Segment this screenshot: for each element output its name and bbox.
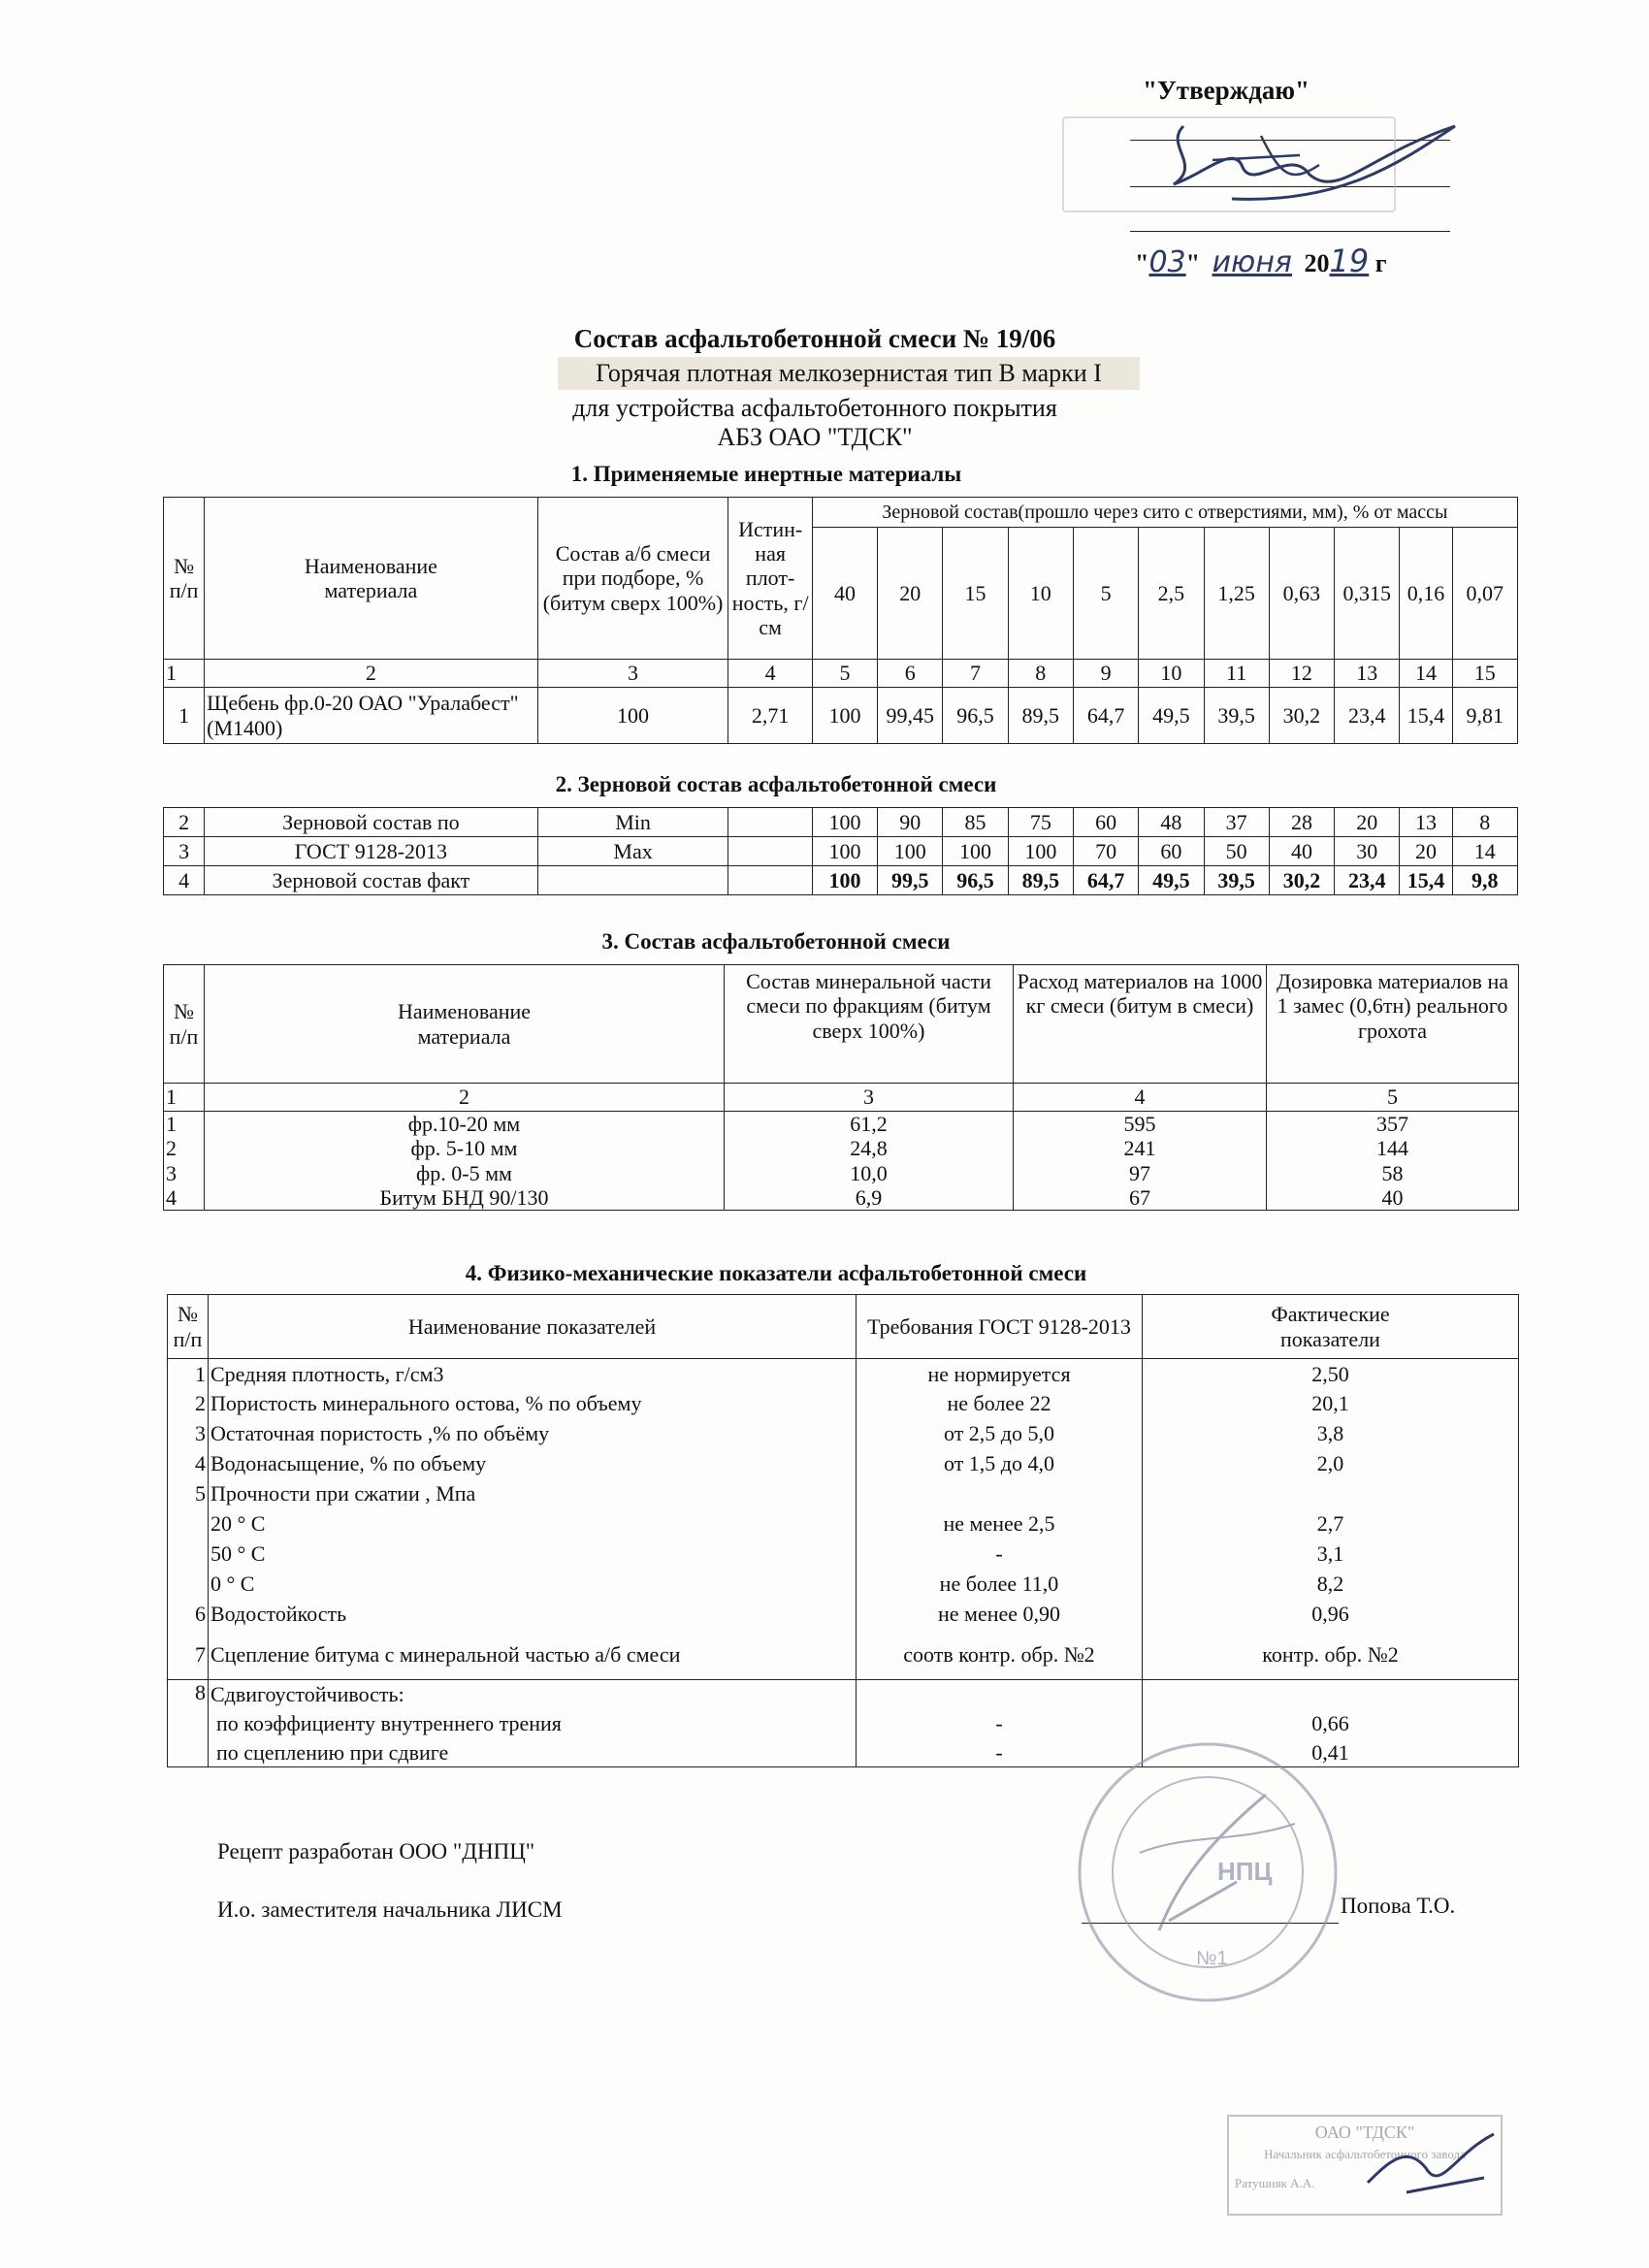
table-row bbox=[168, 1389, 1519, 1419]
col-num: 2 bbox=[205, 660, 537, 688]
grain-value: 23,4 bbox=[1335, 688, 1400, 744]
row-name: Пористость минерального остова, % по объему bbox=[209, 1389, 857, 1419]
row-c4: 67 bbox=[1014, 1185, 1267, 1211]
row-fact: 3,1 bbox=[1143, 1539, 1519, 1570]
grain-value: 39,5 bbox=[1204, 866, 1269, 895]
row-num: 3 bbox=[164, 1161, 205, 1185]
grain-value: 60 bbox=[1073, 808, 1138, 837]
table-row bbox=[164, 1161, 1519, 1185]
col-num: 15 bbox=[1452, 660, 1517, 688]
h-num: № п/п bbox=[164, 498, 205, 660]
sieve-size: 0,07 bbox=[1452, 528, 1517, 660]
table-row bbox=[168, 1539, 1519, 1570]
row-kind bbox=[537, 866, 728, 895]
sieve-size: 10 bbox=[1008, 528, 1073, 660]
table-row bbox=[168, 1419, 1519, 1449]
grain-value: 100 bbox=[878, 837, 943, 866]
sieve-size: 1,25 bbox=[1204, 528, 1269, 660]
row-num: 4 bbox=[168, 1449, 209, 1479]
empty-cell bbox=[728, 808, 812, 837]
table-row bbox=[168, 1630, 1519, 1680]
h-name: Наименование показателей bbox=[209, 1295, 857, 1359]
physical-properties-table bbox=[167, 1294, 1519, 1767]
row-fact: 2,7 bbox=[1143, 1509, 1519, 1539]
row-num: 1 bbox=[164, 688, 205, 744]
section-3-title: 3. Состав асфальтобетонной смеси bbox=[601, 929, 951, 954]
doc-plant: АБЗ ОАО "ТДСК" bbox=[717, 423, 913, 451]
row-num: 6 bbox=[168, 1600, 209, 1630]
grain-composition-table bbox=[163, 807, 1518, 895]
grain-value: 39,5 bbox=[1204, 688, 1269, 744]
date-g: г bbox=[1374, 249, 1387, 277]
table-row bbox=[164, 1136, 1519, 1160]
sieve-size: 0,63 bbox=[1269, 528, 1334, 660]
grain-value: 64,7 bbox=[1073, 688, 1138, 744]
row-name: Щебень фр.0-20 ОАО "Уралабест" (М1400) bbox=[205, 688, 537, 744]
signer-position: И.о. заместителя начальника ЛИСМ bbox=[217, 1897, 563, 1922]
row-name: ГОСТ 9128-2013 bbox=[205, 837, 537, 866]
approval-line-3 bbox=[1130, 231, 1450, 232]
grain-value: 96,5 bbox=[943, 866, 1008, 895]
date-year-suffix: 19 bbox=[1329, 243, 1370, 279]
grain-value: 20 bbox=[1400, 837, 1452, 866]
grain-value: 50 bbox=[1204, 837, 1269, 866]
row-fact bbox=[1143, 1479, 1519, 1509]
col-num: 1 bbox=[164, 660, 205, 688]
grain-value: 100 bbox=[943, 837, 1008, 866]
grain-value: 40 bbox=[1269, 837, 1334, 866]
table-row bbox=[164, 808, 1518, 837]
row-fact: контр. обр. №2 bbox=[1143, 1630, 1519, 1680]
row-num bbox=[168, 1509, 209, 1539]
doc-purpose: для устройства асфальтобетонного покрытия bbox=[572, 394, 1057, 422]
row-fact: 2,0 bbox=[1143, 1449, 1519, 1479]
row-num: 7 bbox=[168, 1630, 209, 1680]
recipe-note: Рецепт разработан ООО "ДНПЦ" bbox=[217, 1839, 535, 1863]
round-stamp-center: НПЦ bbox=[1217, 1857, 1273, 1886]
row-fact: 8,2 bbox=[1143, 1570, 1519, 1600]
row-name: 20 ° С bbox=[209, 1509, 857, 1539]
approval-signature bbox=[1145, 107, 1484, 223]
sieve-size: 0,16 bbox=[1400, 528, 1452, 660]
row-req: - bbox=[857, 1738, 1143, 1767]
grain-value: 48 bbox=[1139, 808, 1204, 837]
row-name: Водостойкость bbox=[209, 1600, 857, 1630]
row-num: 2 bbox=[168, 1389, 209, 1419]
h-density: Истин-ная плот-ность, г/см bbox=[728, 498, 812, 660]
grain-value: 13 bbox=[1400, 808, 1452, 837]
signer-name: Попова Т.О. bbox=[1341, 1894, 1456, 1918]
row-num: 2 bbox=[164, 808, 205, 837]
grain-value: 9,81 bbox=[1452, 688, 1517, 744]
grain-value: 100 bbox=[812, 688, 877, 744]
h-fact: Фактические показатели bbox=[1143, 1295, 1519, 1359]
date-month: июня bbox=[1212, 245, 1292, 279]
row-req: - bbox=[857, 1709, 1143, 1738]
row-num: 4 bbox=[164, 866, 205, 895]
grain-value: 60 bbox=[1139, 837, 1204, 866]
h-req: Требования ГОСТ 9128-2013 bbox=[857, 1295, 1143, 1359]
row-name: Зерновой состав по bbox=[205, 808, 537, 837]
col-num: 3 bbox=[725, 1084, 1014, 1112]
grain-value: 37 bbox=[1204, 808, 1269, 837]
col-num: 2 bbox=[205, 1084, 725, 1112]
row-req: - bbox=[857, 1539, 1143, 1570]
row-req: не более 11,0 bbox=[857, 1570, 1143, 1600]
row-c4: 241 bbox=[1014, 1136, 1267, 1160]
empty-cell bbox=[168, 1738, 209, 1767]
h-name: Наименование материала bbox=[205, 965, 725, 1084]
row-c4: 97 bbox=[1014, 1161, 1267, 1185]
row-c4: 595 bbox=[1014, 1112, 1267, 1137]
row-name: фр. 5-10 мм bbox=[205, 1136, 725, 1160]
col-num: 8 bbox=[1008, 660, 1073, 688]
row-name: Средняя плотность, г/см3 bbox=[209, 1359, 857, 1389]
section-1-title: 1. Применяемые инертные материалы bbox=[570, 462, 962, 486]
h-share: Состав а/б смеси при подборе, % (битум сверх 100%) bbox=[537, 498, 728, 660]
corner-signature bbox=[1348, 2124, 1513, 2212]
grain-value: 85 bbox=[943, 808, 1008, 837]
grain-value: 75 bbox=[1008, 808, 1073, 837]
grain-value: 14 bbox=[1452, 837, 1517, 866]
grain-value: 49,5 bbox=[1139, 688, 1204, 744]
row-c5: 357 bbox=[1267, 1112, 1519, 1137]
approval-date: "03" июня 2019 г bbox=[1135, 243, 1387, 279]
row-name: 50 ° С bbox=[209, 1539, 857, 1570]
row-c5: 40 bbox=[1267, 1185, 1519, 1211]
row-num: 3 bbox=[168, 1419, 209, 1449]
col-num: 13 bbox=[1335, 660, 1400, 688]
row-fact: 20,1 bbox=[1143, 1389, 1519, 1419]
grain-value: 90 bbox=[878, 808, 943, 837]
row-fact: 2,50 bbox=[1143, 1359, 1519, 1389]
row-c5: 144 bbox=[1267, 1136, 1519, 1160]
row-num: 3 bbox=[164, 837, 205, 866]
row-name: Прочности при сжатии , Мпа bbox=[209, 1479, 857, 1509]
row-req: не нормируется bbox=[857, 1359, 1143, 1389]
grain-value: 89,5 bbox=[1008, 866, 1073, 895]
table-row bbox=[168, 1570, 1519, 1600]
grain-value: 100 bbox=[812, 837, 877, 866]
doc-title: Состав асфальтобетонной смеси № 19/06 bbox=[573, 324, 1056, 353]
approval-title: "Утверждаю" bbox=[1143, 76, 1310, 105]
row-req bbox=[857, 1479, 1143, 1509]
h-c5: Дозировка материалов на 1 замес (0,6тн) реального грохота bbox=[1267, 965, 1519, 1084]
grain-value: 100 bbox=[1008, 837, 1073, 866]
col-num: 6 bbox=[878, 660, 943, 688]
col-num: 9 bbox=[1073, 660, 1138, 688]
col-num: 4 bbox=[1014, 1084, 1267, 1112]
grain-value: 23,4 bbox=[1335, 866, 1400, 895]
row-c3: 10,0 bbox=[725, 1161, 1014, 1185]
grain-value: 64,7 bbox=[1073, 866, 1138, 895]
section-2-title: 2. Зерновой состав асфальтобетонной смеси bbox=[555, 772, 997, 796]
row-name: Сдвигоустойчивость: bbox=[209, 1680, 857, 1709]
grain-value: 100 bbox=[812, 808, 877, 837]
row-num bbox=[168, 1539, 209, 1570]
table-row bbox=[168, 1359, 1519, 1389]
col-num: 3 bbox=[537, 660, 728, 688]
grain-value: 99,5 bbox=[878, 866, 943, 895]
corner-stamp-line3: Ратушняк А.А. bbox=[1235, 2176, 1315, 2190]
grain-value: 89,5 bbox=[1008, 688, 1073, 744]
row-req: соотв контр. обр. №2 bbox=[857, 1630, 1143, 1680]
col-num: 12 bbox=[1269, 660, 1334, 688]
corner-stamp-line2: Начальник асфальтобетонного завода bbox=[1264, 2147, 1466, 2161]
row-req: от 1,5 до 4,0 bbox=[857, 1449, 1143, 1479]
sieve-size: 15 bbox=[943, 528, 1008, 660]
table-row bbox=[164, 1112, 1519, 1137]
col-num: 14 bbox=[1400, 660, 1452, 688]
table-row bbox=[164, 866, 1518, 895]
row-fact: 0,96 bbox=[1143, 1600, 1519, 1630]
row-sub: по коэффициенту внутреннего трения bbox=[209, 1709, 857, 1738]
table-row bbox=[164, 837, 1518, 866]
row-fact: 3,8 bbox=[1143, 1419, 1519, 1449]
row-num: 2 bbox=[164, 1136, 205, 1160]
row-c3: 6,9 bbox=[725, 1185, 1014, 1211]
row-name: Битум БНД 90/130 bbox=[205, 1185, 725, 1211]
sieve-size: 40 bbox=[812, 528, 877, 660]
h-c3: Состав минеральной части смеси по фракциям (битум сверх 100%) bbox=[725, 965, 1014, 1084]
sieve-size: 5 bbox=[1073, 528, 1138, 660]
row-c5: 58 bbox=[1267, 1161, 1519, 1185]
row-req: не более 22 bbox=[857, 1389, 1143, 1419]
mix-composition-table bbox=[163, 964, 1519, 1211]
empty-cell bbox=[728, 837, 812, 866]
row-name: фр. 0-5 мм bbox=[205, 1161, 725, 1185]
row-c3: 61,2 bbox=[725, 1112, 1014, 1137]
row-name: Сцепление битума с минеральной частью а/б смеси bbox=[209, 1630, 857, 1680]
grain-value: 70 bbox=[1073, 837, 1138, 866]
row-name: Зерновой состав факт bbox=[205, 866, 537, 895]
row-name: фр.10-20 мм bbox=[205, 1112, 725, 1137]
grain-value: 30,2 bbox=[1269, 688, 1334, 744]
row-req: от 2,5 до 5,0 bbox=[857, 1419, 1143, 1449]
col-num: 5 bbox=[812, 660, 877, 688]
table-row bbox=[168, 1449, 1519, 1479]
grain-value: 15,4 bbox=[1400, 688, 1452, 744]
row-num bbox=[168, 1570, 209, 1600]
grain-value: 28 bbox=[1269, 808, 1334, 837]
row-kind: Max bbox=[537, 837, 728, 866]
row-num: 1 bbox=[168, 1359, 209, 1389]
sieve-size: 2,5 bbox=[1139, 528, 1204, 660]
h-name: Наименование материала bbox=[205, 498, 537, 660]
empty-cell bbox=[728, 866, 812, 895]
grain-value: 9,8 bbox=[1452, 866, 1517, 895]
grain-value: 15,4 bbox=[1400, 866, 1452, 895]
grain-value: 8 bbox=[1452, 808, 1517, 837]
col-num: 11 bbox=[1204, 660, 1269, 688]
row-c3: 24,8 bbox=[725, 1136, 1014, 1160]
col-num: 7 bbox=[943, 660, 1008, 688]
doc-subtitle: Горячая плотная мелкозернистая тип В марки I bbox=[558, 357, 1140, 390]
row-num: 1 bbox=[164, 1112, 205, 1137]
grain-value: 96,5 bbox=[943, 688, 1008, 744]
row-req: не менее 0,90 bbox=[857, 1600, 1143, 1630]
row-name: 0 ° С bbox=[209, 1570, 857, 1600]
row-share: 100 bbox=[537, 688, 728, 744]
grain-value: 49,5 bbox=[1139, 866, 1204, 895]
h-c4: Расход материалов на 1000 кг смеси (битум в смеси) bbox=[1014, 965, 1267, 1084]
table-row bbox=[168, 1479, 1519, 1509]
row-sub: по сцеплению при сдвиге bbox=[209, 1738, 857, 1767]
col-num: 4 bbox=[728, 660, 812, 688]
row-req: не менее 2,5 bbox=[857, 1509, 1143, 1539]
section-4-title: 4. Физико-механические показатели асфальтобетонной смеси bbox=[465, 1261, 1087, 1285]
empty-cell bbox=[857, 1680, 1143, 1709]
row-kind: Min bbox=[537, 808, 728, 837]
table-row bbox=[164, 1185, 1519, 1211]
col-num: 10 bbox=[1139, 660, 1204, 688]
row-num: 8 bbox=[168, 1680, 209, 1709]
row-fact: 0,41 bbox=[1143, 1738, 1519, 1767]
row-name: Остаточная пористость ,% по объёму bbox=[209, 1419, 857, 1449]
col-num: 1 bbox=[164, 1084, 205, 1112]
date-day: 03 bbox=[1148, 245, 1186, 279]
grain-value: 20 bbox=[1335, 808, 1400, 837]
row-density: 2,71 bbox=[728, 688, 812, 744]
h-num: № п/п bbox=[168, 1295, 209, 1359]
h-grain: Зерновой состав(прошло через сито с отверстиями, мм), % от массы bbox=[812, 498, 1517, 528]
row-fact: 0,66 bbox=[1143, 1709, 1519, 1738]
sieve-size: 20 bbox=[878, 528, 943, 660]
row-num: 4 bbox=[164, 1185, 205, 1211]
empty-cell bbox=[1143, 1680, 1519, 1709]
sieve-size: 0,315 bbox=[1335, 528, 1400, 660]
grain-value: 30 bbox=[1335, 837, 1400, 866]
round-stamp-num: №1 bbox=[1196, 1948, 1228, 1969]
inert-materials-table bbox=[163, 497, 1518, 744]
empty-cell bbox=[168, 1709, 209, 1738]
grain-value: 30,2 bbox=[1269, 866, 1334, 895]
grain-value: 99,45 bbox=[878, 688, 943, 744]
row-num: 5 bbox=[168, 1479, 209, 1509]
round-stamp bbox=[1072, 1736, 1343, 2008]
h-num: № п/п bbox=[164, 965, 205, 1084]
col-num: 5 bbox=[1267, 1084, 1519, 1112]
grain-value: 100 bbox=[812, 866, 877, 895]
row-name: Водонасыщение, % по объему bbox=[209, 1449, 857, 1479]
table-row bbox=[168, 1600, 1519, 1630]
table-row bbox=[168, 1509, 1519, 1539]
date-year-prefix: 20 bbox=[1304, 249, 1330, 277]
corner-stamp-line1: ОАО "ТДСК" bbox=[1314, 2122, 1415, 2142]
